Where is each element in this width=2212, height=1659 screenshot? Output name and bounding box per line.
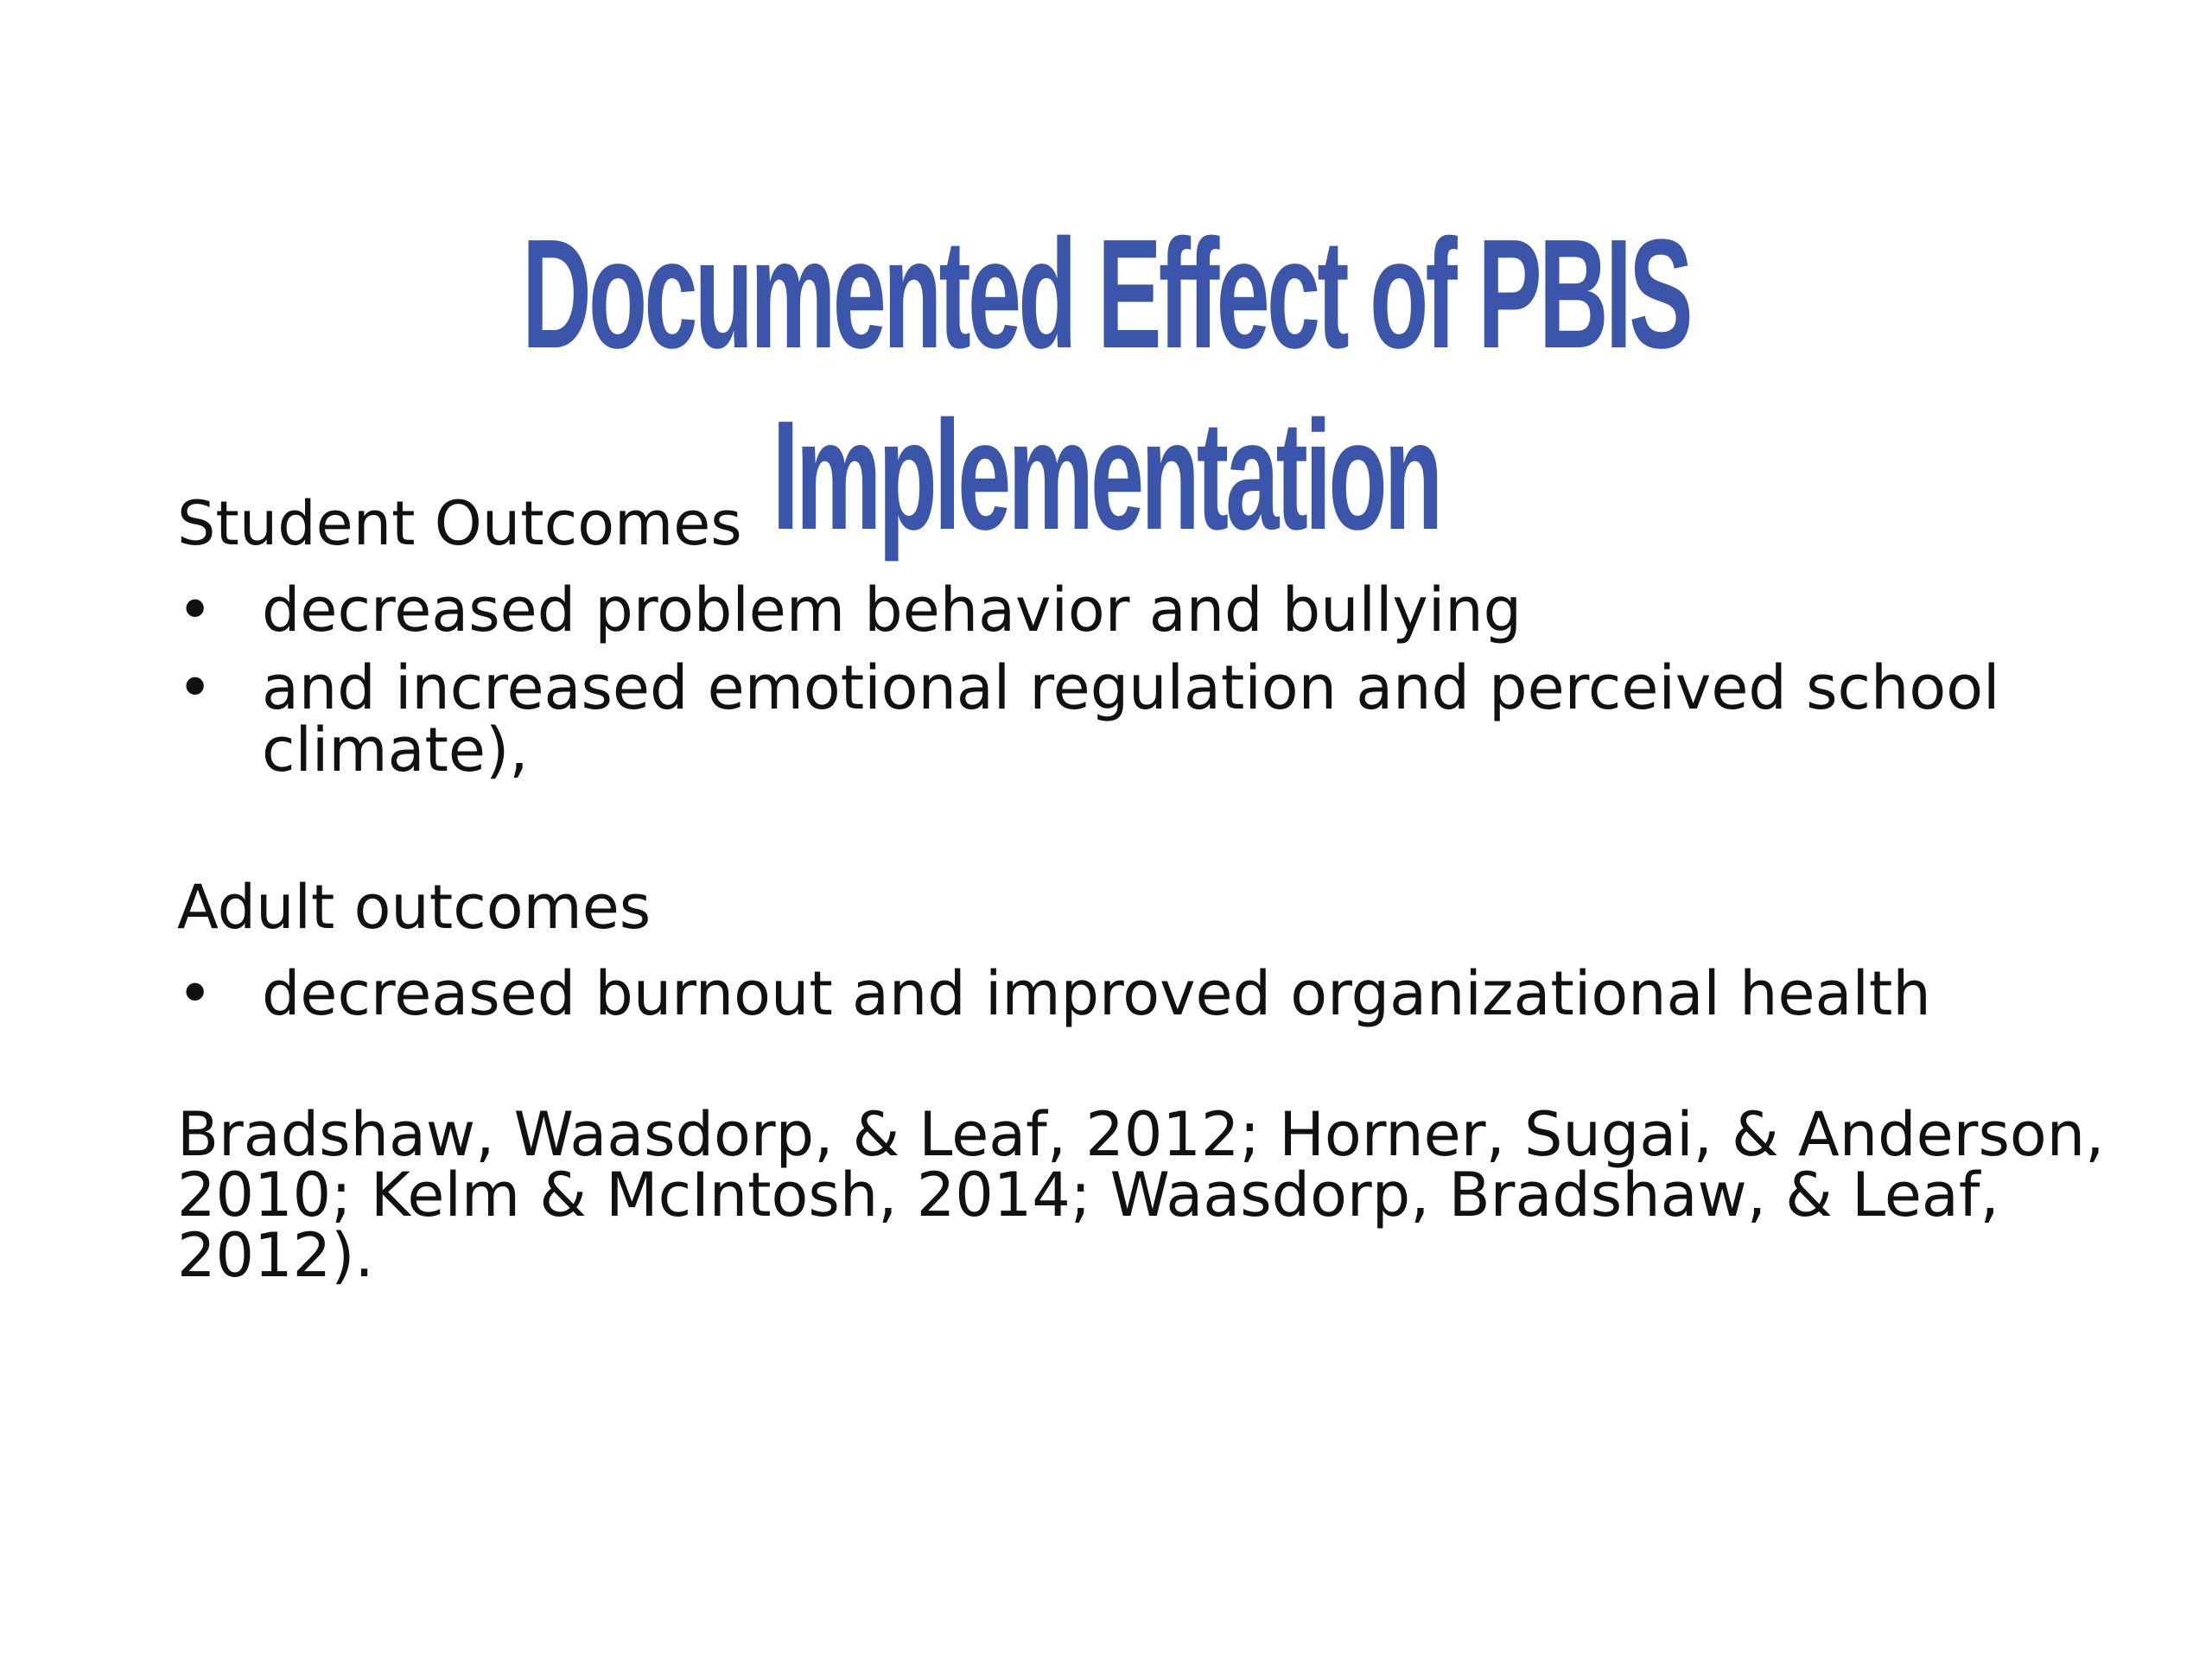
spacer bbox=[177, 781, 2130, 868]
student-outcome-text: decreased problem behavior and bullying bbox=[262, 575, 1522, 645]
adult-outcome-text: decreased burnout and improved organizational health bbox=[262, 958, 1931, 1029]
slide-body bbox=[177, 484, 2130, 1291]
student-outcome-item bbox=[177, 575, 2130, 645]
citation-text: Bradshaw, Waasdorp, & Leaf, 2012; Horner, Sugai, & Anderson, 2010; Kelm & McIntosh, 2014; Waasdorp, Bradshaw, & Leaf, 2012). bbox=[177, 1099, 2105, 1291]
student-outcomes-heading: Student Outcomes bbox=[177, 488, 742, 559]
student-outcomes-list bbox=[177, 575, 2130, 785]
bullet-icon: • bbox=[177, 575, 213, 645]
adult-outcome-item bbox=[177, 958, 2130, 1029]
spacer bbox=[177, 1025, 2130, 1104]
bullet-icon: • bbox=[177, 958, 213, 1029]
title-line-1: Documented Effect of PBIS bbox=[522, 207, 1690, 381]
title-line-2: Implementation bbox=[772, 388, 1440, 563]
student-outcome-item bbox=[177, 652, 2130, 785]
adult-outcomes-list bbox=[177, 958, 2130, 1029]
bullet-icon: • bbox=[177, 652, 213, 723]
student-outcome-text: and increased emotional regulation and perceived school climate), bbox=[262, 652, 2000, 785]
adult-outcomes-heading: Adult outcomes bbox=[177, 872, 652, 943]
